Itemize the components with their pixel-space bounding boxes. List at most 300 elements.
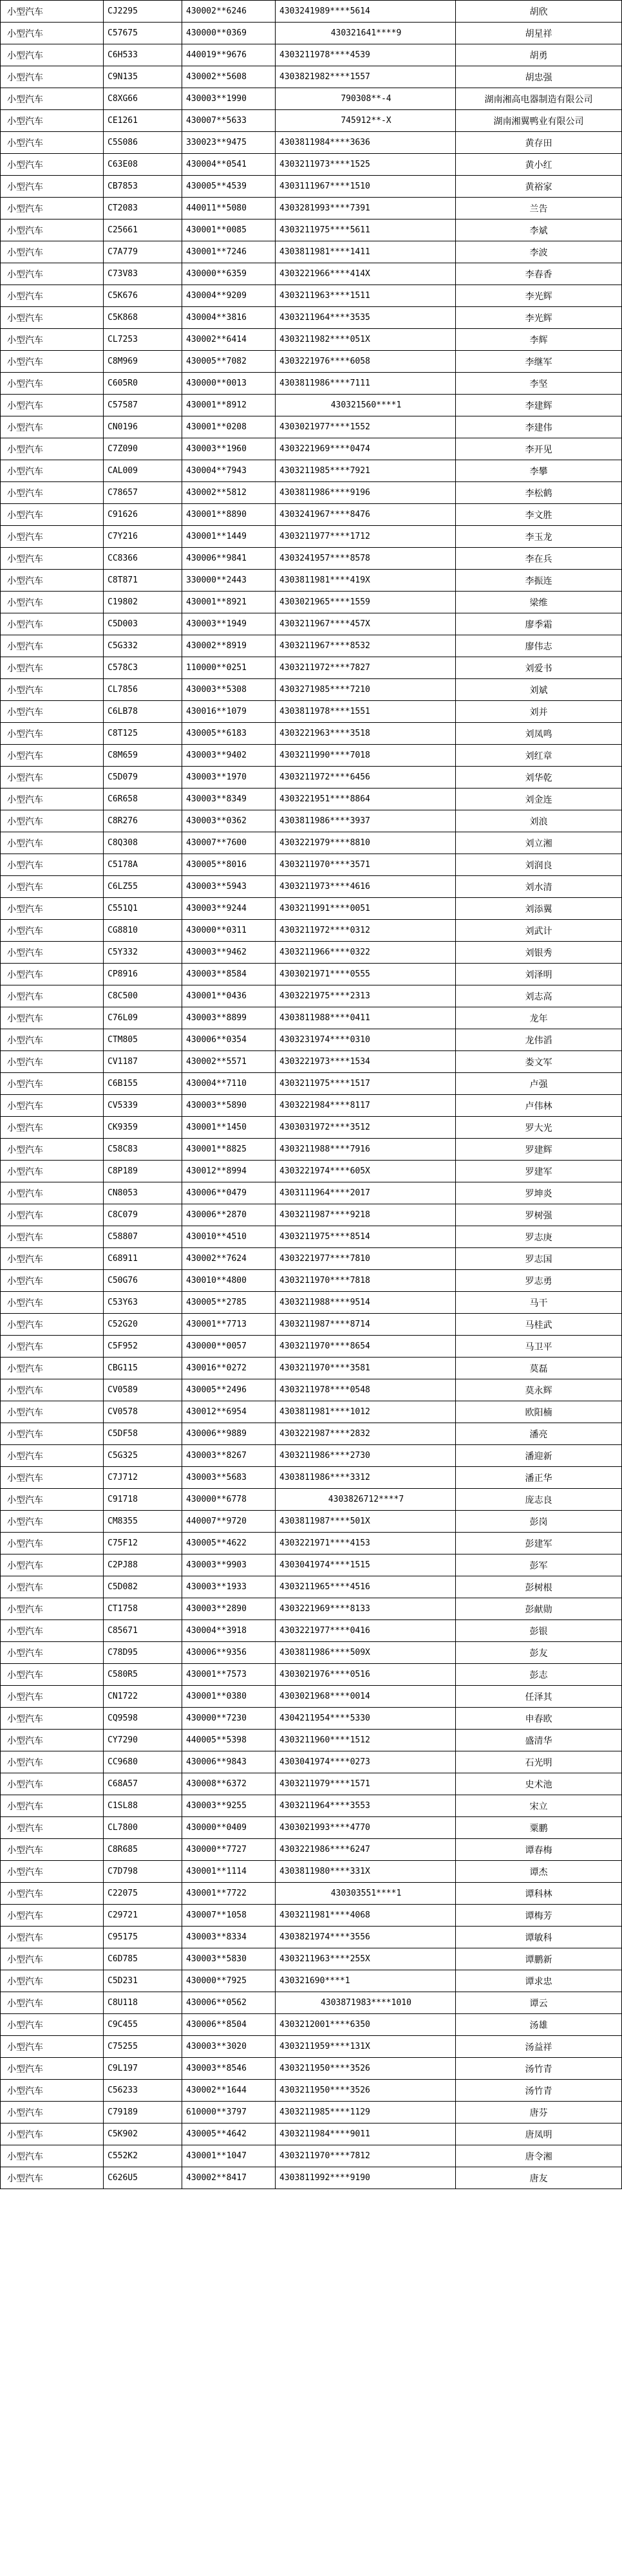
owner-id-cell: 790308**-4: [276, 88, 456, 110]
table-row: [1, 2167, 622, 2189]
owner-name-cell: 任泽其: [456, 1686, 622, 1708]
plate-number-cell: C6D785: [104, 1948, 182, 1970]
owner-id-cell: 430303551****1: [276, 1883, 456, 1905]
table-row: [1, 1358, 622, 1379]
vehicle-type-cell: 小型汽车: [1, 1883, 104, 1905]
vehicle-type-cell: 小型汽车: [1, 592, 104, 613]
owner-name-cell: 唐令湘: [456, 2145, 622, 2167]
license-id-cell: 430005**2496: [182, 1379, 276, 1401]
owner-id-cell: 4303211959****131X: [276, 2036, 456, 2058]
owner-id-cell: 4303821982****1557: [276, 66, 456, 88]
owner-name-cell: 兰告: [456, 198, 622, 219]
vehicle-type-cell: 小型汽车: [1, 964, 104, 985]
license-id-cell: 430001**0208: [182, 416, 276, 438]
vehicle-type-cell: 小型汽车: [1, 1467, 104, 1489]
owner-id-cell: 4303281993****7391: [276, 198, 456, 219]
owner-id-cell: 4303211975****8514: [276, 1226, 456, 1248]
owner-id-cell: 4303826712****7: [276, 1489, 456, 1511]
plate-number-cell: C8R276: [104, 810, 182, 832]
table-row: [1, 1751, 622, 1773]
license-id-cell: 430003**1949: [182, 613, 276, 635]
owner-name-cell: 黄小红: [456, 154, 622, 176]
table-row: [1, 154, 622, 176]
owner-name-cell: 粟鹏: [456, 1817, 622, 1839]
owner-name-cell: 李攀: [456, 460, 622, 482]
license-id-cell: 430001**1450: [182, 1117, 276, 1139]
owner-id-cell: 430321641****9: [276, 23, 456, 44]
owner-name-cell: 史术池: [456, 1773, 622, 1795]
vehicle-type-cell: 小型汽车: [1, 942, 104, 964]
vehicle-type-cell: 小型汽车: [1, 1336, 104, 1358]
plate-number-cell: C57675: [104, 23, 182, 44]
table-row: [1, 373, 622, 395]
table-row: [1, 1533, 622, 1554]
table-row: [1, 285, 622, 307]
table-row: [1, 1314, 622, 1336]
owner-name-cell: 彭志: [456, 1664, 622, 1686]
table-row: [1, 1708, 622, 1730]
license-id-cell: 430002**5812: [182, 482, 276, 504]
owner-name-cell: 刘水清: [456, 876, 622, 898]
table-row: [1, 1992, 622, 2014]
plate-number-cell: C75F12: [104, 1533, 182, 1554]
owner-name-cell: 彭银: [456, 1620, 622, 1642]
vehicle-type-cell: 小型汽车: [1, 241, 104, 263]
plate-number-cell: C8XG66: [104, 88, 182, 110]
plate-number-cell: C8Q308: [104, 832, 182, 854]
owner-id-cell: 4303211977****1712: [276, 526, 456, 548]
plate-number-cell: CV0578: [104, 1401, 182, 1423]
vehicle-type-cell: 小型汽车: [1, 2080, 104, 2102]
plate-number-cell: C8M659: [104, 745, 182, 767]
plate-number-cell: C9L197: [104, 2058, 182, 2080]
license-id-cell: 430001**0436: [182, 985, 276, 1007]
owner-id-cell: 4303221986****6247: [276, 1839, 456, 1861]
vehicle-type-cell: 小型汽车: [1, 723, 104, 745]
owner-id-cell: 4303211967****457X: [276, 613, 456, 635]
vehicle-type-cell: 小型汽车: [1, 1554, 104, 1576]
table-row: [1, 198, 622, 219]
table-row: [1, 767, 622, 789]
table-row: [1, 1773, 622, 1795]
vehicle-type-cell: 小型汽车: [1, 832, 104, 854]
table-row: [1, 2102, 622, 2123]
license-id-cell: 440011**5080: [182, 198, 276, 219]
table-row: [1, 1642, 622, 1664]
table-row: [1, 1161, 622, 1182]
table-row: [1, 942, 622, 964]
vehicle-type-cell: 小型汽车: [1, 416, 104, 438]
owner-id-cell: 4303811986****9196: [276, 482, 456, 504]
table-row: [1, 1029, 622, 1051]
owner-id-cell: 4303221975****2313: [276, 985, 456, 1007]
owner-name-cell: 李斌: [456, 219, 622, 241]
plate-number-cell: C626U5: [104, 2167, 182, 2189]
owner-name-cell: 刘武计: [456, 920, 622, 942]
owner-name-cell: 刘凤鸣: [456, 723, 622, 745]
table-row: [1, 1861, 622, 1883]
owner-name-cell: 黄裕家: [456, 176, 622, 198]
vehicle-type-cell: 小型汽车: [1, 1, 104, 23]
owner-name-cell: 马干: [456, 1292, 622, 1314]
owner-name-cell: 汤竹青: [456, 2080, 622, 2102]
owner-id-cell: 4303211987****8714: [276, 1314, 456, 1336]
table-row: [1, 723, 622, 745]
plate-number-cell: CV1187: [104, 1051, 182, 1073]
vehicle-type-cell: 小型汽车: [1, 1248, 104, 1270]
owner-id-cell: 4303211972****7827: [276, 657, 456, 679]
owner-name-cell: 李在兵: [456, 548, 622, 570]
owner-name-cell: 潘亮: [456, 1423, 622, 1445]
owner-name-cell: 龙伟滔: [456, 1029, 622, 1051]
plate-number-cell: CTM805: [104, 1029, 182, 1051]
table-row: [1, 985, 622, 1007]
owner-name-cell: 刘金连: [456, 789, 622, 810]
table-row: [1, 2080, 622, 2102]
owner-id-cell: 4303221979****8810: [276, 832, 456, 854]
vehicle-type-cell: 小型汽车: [1, 1007, 104, 1029]
plate-number-cell: C78D95: [104, 1642, 182, 1664]
plate-number-cell: C91718: [104, 1489, 182, 1511]
owner-name-cell: 汤雄: [456, 2014, 622, 2036]
plate-number-cell: C68911: [104, 1248, 182, 1270]
plate-number-cell: CT1758: [104, 1598, 182, 1620]
owner-name-cell: 卢伟林: [456, 1095, 622, 1117]
table-row: [1, 701, 622, 723]
vehicle-type-cell: 小型汽车: [1, 176, 104, 198]
plate-number-cell: C7D798: [104, 1861, 182, 1883]
plate-number-cell: C5D079: [104, 767, 182, 789]
vehicle-type-cell: 小型汽车: [1, 504, 104, 526]
plate-number-cell: C5D003: [104, 613, 182, 635]
table-row: [1, 1970, 622, 1992]
plate-number-cell: C68A57: [104, 1773, 182, 1795]
license-id-cell: 430005**4642: [182, 2123, 276, 2145]
license-id-cell: 430000**7230: [182, 1708, 276, 1730]
table-row: [1, 2123, 622, 2145]
plate-number-cell: C7Y216: [104, 526, 182, 548]
vehicle-type-cell: 小型汽车: [1, 351, 104, 373]
license-id-cell: 430012**8994: [182, 1161, 276, 1182]
plate-number-cell: C6H533: [104, 44, 182, 66]
table-row: [1, 1817, 622, 1839]
vehicle-type-cell: 小型汽车: [1, 44, 104, 66]
table-row: [1, 241, 622, 263]
owner-name-cell: 刘润良: [456, 854, 622, 876]
owner-name-cell: 李建伟: [456, 416, 622, 438]
owner-id-cell: 4303211965****4516: [276, 1576, 456, 1598]
plate-number-cell: C5K868: [104, 307, 182, 329]
owner-id-cell: 4303821974****3556: [276, 1927, 456, 1948]
owner-id-cell: 4303111964****2017: [276, 1182, 456, 1204]
license-id-cell: 430003**8349: [182, 789, 276, 810]
license-id-cell: 430006**9356: [182, 1642, 276, 1664]
owner-name-cell: 盛清华: [456, 1730, 622, 1751]
owner-name-cell: 刘斌: [456, 679, 622, 701]
license-id-cell: 430006**0479: [182, 1182, 276, 1204]
table-row: [1, 460, 622, 482]
plate-number-cell: CN8053: [104, 1182, 182, 1204]
table-row: [1, 1445, 622, 1467]
vehicle-type-cell: 小型汽车: [1, 285, 104, 307]
license-id-cell: 430006**8504: [182, 2014, 276, 2036]
owner-id-cell: 4303241957****8578: [276, 548, 456, 570]
table-row: [1, 88, 622, 110]
vehicle-type-cell: 小型汽车: [1, 679, 104, 701]
vehicle-type-cell: 小型汽车: [1, 2123, 104, 2145]
table-row: [1, 1948, 622, 1970]
vehicle-type-cell: 小型汽车: [1, 548, 104, 570]
owner-name-cell: 彭军: [456, 1554, 622, 1576]
owner-id-cell: 4303211978****4539: [276, 44, 456, 66]
owner-name-cell: 卢强: [456, 1073, 622, 1095]
owner-id-cell: 4303811986****7111: [276, 373, 456, 395]
plate-number-cell: CK9359: [104, 1117, 182, 1139]
vehicle-type-cell: 小型汽车: [1, 1948, 104, 1970]
plate-number-cell: C5G332: [104, 635, 182, 657]
vehicle-type-cell: 小型汽车: [1, 1204, 104, 1226]
table-row: [1, 2036, 622, 2058]
owner-name-cell: 罗树强: [456, 1204, 622, 1226]
owner-name-cell: 罗志庚: [456, 1226, 622, 1248]
plate-number-cell: C6LZ55: [104, 876, 182, 898]
plate-number-cell: C9N135: [104, 66, 182, 88]
owner-name-cell: 莫永辉: [456, 1379, 622, 1401]
table-row: [1, 526, 622, 548]
vehicle-type-cell: 小型汽车: [1, 154, 104, 176]
owner-id-cell: 4303811984****3636: [276, 132, 456, 154]
owner-id-cell: 4303211972****6456: [276, 767, 456, 789]
plate-number-cell: CL7856: [104, 679, 182, 701]
table-row: [1, 679, 622, 701]
vehicle-type-cell: 小型汽车: [1, 1423, 104, 1445]
vehicle-type-cell: 小型汽车: [1, 1095, 104, 1117]
table-row: [1, 307, 622, 329]
plate-number-cell: C5S086: [104, 132, 182, 154]
table-row: [1, 1226, 622, 1248]
license-id-cell: 610000**3797: [182, 2102, 276, 2123]
table-row: [1, 1423, 622, 1445]
license-id-cell: 440019**9676: [182, 44, 276, 66]
table-row: [1, 44, 622, 66]
table-row: [1, 1379, 622, 1401]
plate-number-cell: C75255: [104, 2036, 182, 2058]
license-id-cell: 430000**0369: [182, 23, 276, 44]
table-row: [1, 920, 622, 942]
vehicle-type-cell: 小型汽车: [1, 1073, 104, 1095]
vehicle-type-cell: 小型汽车: [1, 460, 104, 482]
owner-name-cell: 潘迎新: [456, 1445, 622, 1467]
table-row: [1, 2058, 622, 2080]
owner-id-cell: 4303041974****0273: [276, 1751, 456, 1773]
vehicle-type-cell: 小型汽车: [1, 395, 104, 416]
owner-name-cell: 刘志高: [456, 985, 622, 1007]
plate-number-cell: C8M969: [104, 351, 182, 373]
vehicle-type-cell: 小型汽车: [1, 1445, 104, 1467]
license-id-cell: 430008**6372: [182, 1773, 276, 1795]
owner-id-cell: 4303211963****1511: [276, 285, 456, 307]
plate-number-cell: CM8355: [104, 1511, 182, 1533]
plate-number-cell: C5F952: [104, 1336, 182, 1358]
owner-id-cell: 4303211988****7916: [276, 1139, 456, 1161]
vehicle-type-cell: 小型汽车: [1, 854, 104, 876]
vehicle-type-cell: 小型汽车: [1, 2167, 104, 2189]
owner-name-cell: 刘银秀: [456, 942, 622, 964]
table-row: [1, 1664, 622, 1686]
license-id-cell: 430005**2785: [182, 1292, 276, 1314]
owner-id-cell: 4303871983****1010: [276, 1992, 456, 2014]
license-id-cell: 430005**4622: [182, 1533, 276, 1554]
plate-number-cell: C8T125: [104, 723, 182, 745]
table-row: [1, 263, 622, 285]
owner-name-cell: 湖南湘高电器制造有限公司: [456, 88, 622, 110]
table-row: [1, 176, 622, 198]
owner-name-cell: 罗大光: [456, 1117, 622, 1139]
license-id-cell: 430002**6246: [182, 1, 276, 23]
owner-name-cell: 彭友: [456, 1642, 622, 1664]
table-row: [1, 1839, 622, 1861]
owner-id-cell: 4303211972****0312: [276, 920, 456, 942]
owner-name-cell: 湖南湘翼鸭业有限公司: [456, 110, 622, 132]
plate-number-cell: C578C3: [104, 657, 182, 679]
plate-number-cell: CC9680: [104, 1751, 182, 1773]
license-id-cell: 430004**7110: [182, 1073, 276, 1095]
owner-id-cell: 745912**-X: [276, 110, 456, 132]
owner-name-cell: 唐芬: [456, 2102, 622, 2123]
table-row: [1, 1, 622, 23]
owner-id-cell: 4303211966****0322: [276, 942, 456, 964]
plate-number-cell: CAL009: [104, 460, 182, 482]
plate-number-cell: CQ9598: [104, 1708, 182, 1730]
vehicle-type-cell: 小型汽车: [1, 1817, 104, 1839]
table-row: [1, 1883, 622, 1905]
owner-name-cell: 谭云: [456, 1992, 622, 2014]
table-row: [1, 1489, 622, 1511]
license-id-cell: 430002**8919: [182, 635, 276, 657]
vehicle-type-cell: 小型汽车: [1, 2014, 104, 2036]
plate-number-cell: C76L09: [104, 1007, 182, 1029]
owner-id-cell: 4303241989****5614: [276, 1, 456, 23]
plate-number-cell: C78657: [104, 482, 182, 504]
owner-name-cell: 胡星祥: [456, 23, 622, 44]
vehicle-type-cell: 小型汽车: [1, 2102, 104, 2123]
owner-id-cell: 4303811981****419X: [276, 570, 456, 592]
plate-number-cell: C7Z090: [104, 438, 182, 460]
license-id-cell: 430003**9462: [182, 942, 276, 964]
table-row: [1, 66, 622, 88]
license-id-cell: 430004**9209: [182, 285, 276, 307]
table-row: [1, 482, 622, 504]
vehicle-type-cell: 小型汽车: [1, 198, 104, 219]
license-id-cell: 430007**5633: [182, 110, 276, 132]
table-row: [1, 1248, 622, 1270]
owner-name-cell: 欧阳楠: [456, 1401, 622, 1423]
plate-number-cell: CN0196: [104, 416, 182, 438]
owner-id-cell: 4303211975****5611: [276, 219, 456, 241]
plate-number-cell: C5D082: [104, 1576, 182, 1598]
vehicle-type-cell: 小型汽车: [1, 1511, 104, 1533]
owner-name-cell: 李振连: [456, 570, 622, 592]
owner-name-cell: 谭鹏新: [456, 1948, 622, 1970]
table-row: [1, 854, 622, 876]
table-row: [1, 416, 622, 438]
license-id-cell: 330023**9475: [182, 132, 276, 154]
owner-id-cell: 4303211986****2730: [276, 1445, 456, 1467]
owner-name-cell: 黄存田: [456, 132, 622, 154]
owner-name-cell: 谭求忠: [456, 1970, 622, 1992]
owner-name-cell: 谭杰: [456, 1861, 622, 1883]
vehicle-type-cell: 小型汽车: [1, 2145, 104, 2167]
owner-id-cell: 4303811992****9190: [276, 2167, 456, 2189]
owner-id-cell: 4303211981****4068: [276, 1905, 456, 1927]
license-id-cell: 430002**8417: [182, 2167, 276, 2189]
vehicle-type-cell: 小型汽车: [1, 219, 104, 241]
table-row: [1, 898, 622, 920]
owner-id-cell: 4303021971****0555: [276, 964, 456, 985]
plate-number-cell: CL7800: [104, 1817, 182, 1839]
license-id-cell: 430003**8899: [182, 1007, 276, 1029]
owner-name-cell: 汤益祥: [456, 2036, 622, 2058]
license-id-cell: 430006**0354: [182, 1029, 276, 1051]
table-row: [1, 110, 622, 132]
license-id-cell: 430000**7727: [182, 1839, 276, 1861]
license-id-cell: 430000**6359: [182, 263, 276, 285]
table-row: [1, 2145, 622, 2167]
vehicle-type-cell: 小型汽车: [1, 1226, 104, 1248]
license-id-cell: 430003**1990: [182, 88, 276, 110]
table-row: [1, 1905, 622, 1927]
license-id-cell: 430010**4510: [182, 1226, 276, 1248]
vehicle-type-cell: 小型汽车: [1, 373, 104, 395]
table-row: [1, 1095, 622, 1117]
vehicle-type-cell: 小型汽车: [1, 657, 104, 679]
license-id-cell: 430003**0362: [182, 810, 276, 832]
owner-id-cell: 430321560****1: [276, 395, 456, 416]
owner-id-cell: 4303021976****0516: [276, 1664, 456, 1686]
owner-id-cell: 4303211964****3553: [276, 1795, 456, 1817]
table-row: [1, 1139, 622, 1161]
plate-number-cell: CJ2295: [104, 1, 182, 23]
owner-name-cell: 罗志国: [456, 1248, 622, 1270]
owner-name-cell: 潘正华: [456, 1467, 622, 1489]
owner-id-cell: 4303211960****1512: [276, 1730, 456, 1751]
table-row: [1, 1073, 622, 1095]
owner-id-cell: 4303221963****3518: [276, 723, 456, 745]
license-id-cell: 430003**5830: [182, 1948, 276, 1970]
license-id-cell: 430001**8825: [182, 1139, 276, 1161]
owner-name-cell: 彭建军: [456, 1533, 622, 1554]
owner-name-cell: 李开见: [456, 438, 622, 460]
owner-id-cell: 4303211950****3526: [276, 2058, 456, 2080]
vehicle-type-cell: 小型汽车: [1, 1292, 104, 1314]
owner-id-cell: 4303111967****1510: [276, 176, 456, 198]
owner-name-cell: 李春香: [456, 263, 622, 285]
plate-number-cell: CB7853: [104, 176, 182, 198]
table-row: [1, 1204, 622, 1226]
license-id-cell: 430001**8912: [182, 395, 276, 416]
license-id-cell: 430000**0409: [182, 1817, 276, 1839]
license-id-cell: 430002**6414: [182, 329, 276, 351]
plate-number-cell: CN1722: [104, 1686, 182, 1708]
owner-id-cell: 4303811978****1551: [276, 701, 456, 723]
license-id-cell: 430016**0272: [182, 1358, 276, 1379]
table-row: [1, 1401, 622, 1423]
vehicle-type-cell: 小型汽车: [1, 1139, 104, 1161]
owner-name-cell: 谭敏科: [456, 1927, 622, 1948]
owner-name-cell: 唐凤明: [456, 2123, 622, 2145]
owner-name-cell: 庞志良: [456, 1489, 622, 1511]
plate-number-cell: CG8810: [104, 920, 182, 942]
